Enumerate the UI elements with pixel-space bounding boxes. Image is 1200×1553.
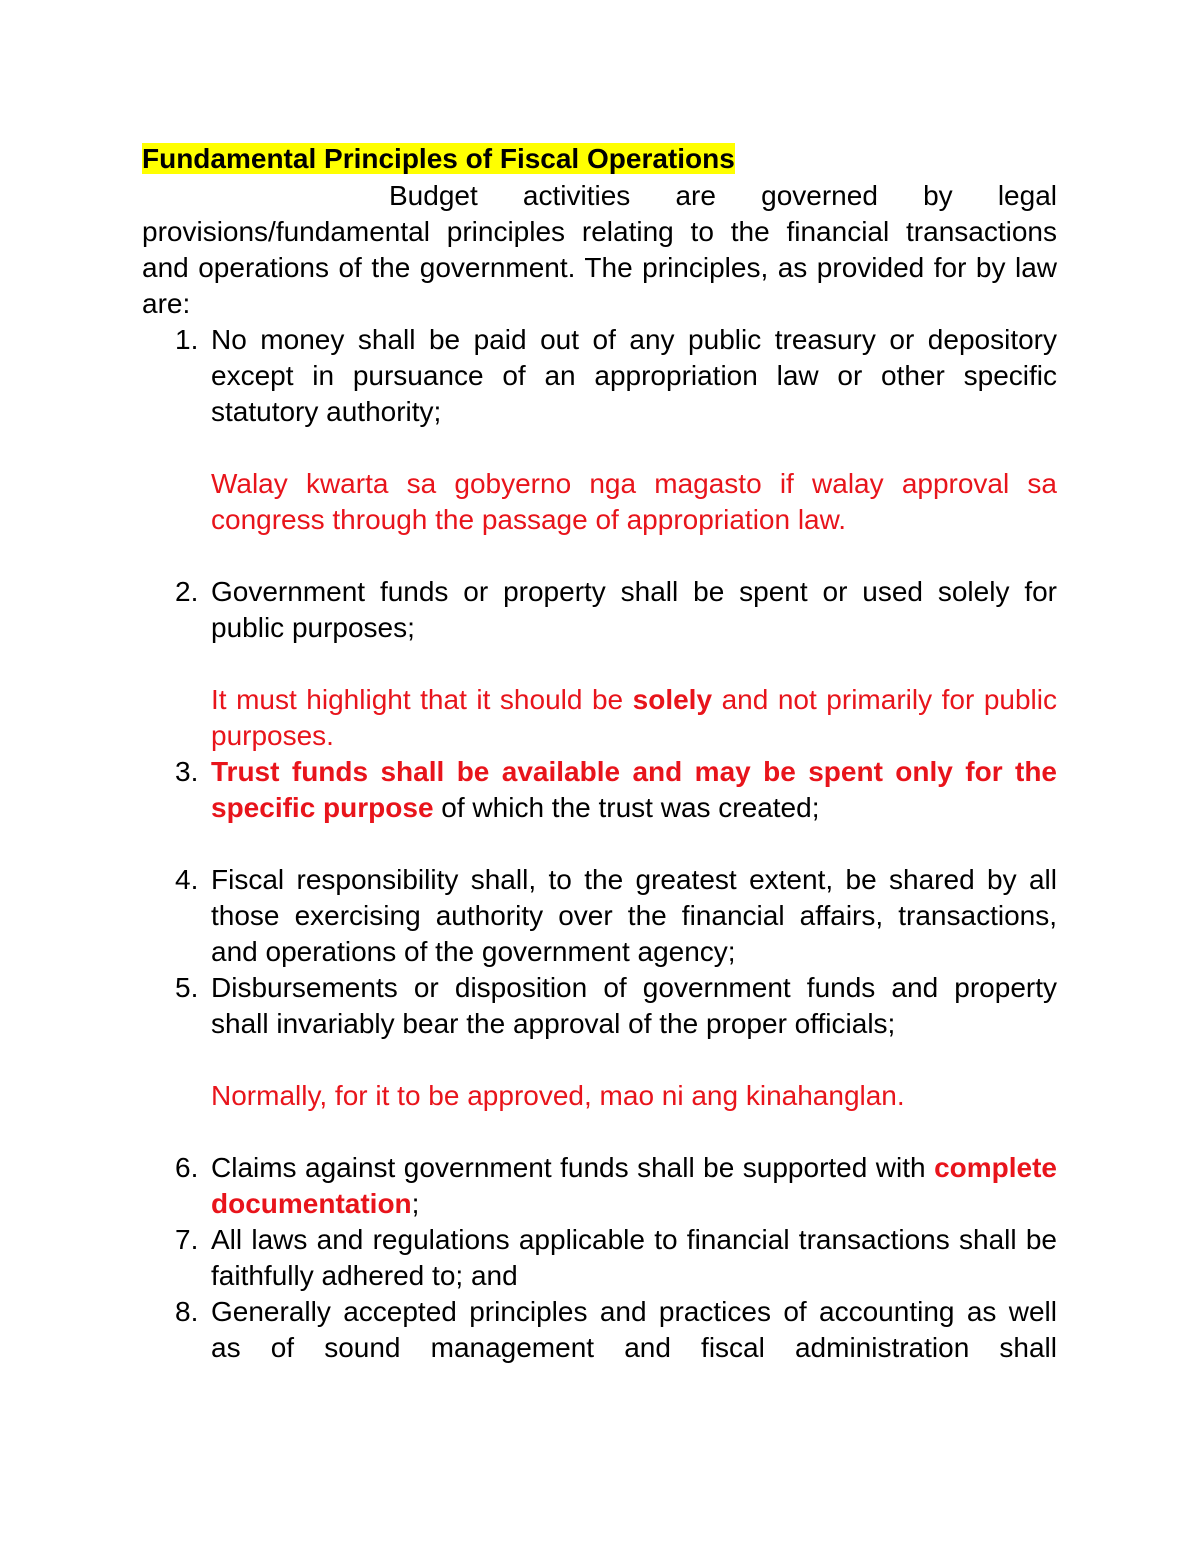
list-item bbox=[142, 1294, 1057, 1366]
list-item-text bbox=[211, 1150, 1057, 1222]
list-item-text: Fiscal responsibility shall, to the greatest extent, be shared by all those exercising authority over the financial affairs, transactions, and operations of the government agency; bbox=[211, 864, 1057, 967]
list-item bbox=[142, 322, 1057, 538]
title-highlight: Fundamental Principles of Fiscal Operations bbox=[142, 143, 735, 174]
annotation-text: and not primarily for public purposes. bbox=[211, 684, 1057, 751]
body-text: Claims against government funds shall be supported with bbox=[211, 1152, 935, 1183]
emphasis-text: complete documentation bbox=[211, 1152, 1057, 1219]
principles-list bbox=[142, 322, 1057, 1366]
list-item-text bbox=[211, 754, 1057, 826]
list-item-number: 7. bbox=[175, 1224, 199, 1255]
annotation-emphasis: solely bbox=[632, 684, 713, 715]
list-item-text: Disbursements or disposition of government funds and property shall invariably bear the approval of the proper officials; bbox=[211, 972, 1057, 1039]
document-body bbox=[142, 140, 1057, 1366]
list-item-text: All laws and regulations applicable to financial transactions shall be faithfully adhered to; and bbox=[211, 1224, 1057, 1291]
list-item bbox=[142, 1222, 1057, 1294]
list-item-number: 8. bbox=[175, 1296, 199, 1327]
body-text: of which the trust was created; bbox=[433, 792, 820, 823]
annotation-text: It must highlight that it should be bbox=[211, 684, 633, 715]
list-item bbox=[142, 754, 1057, 826]
list-item-number: 4. bbox=[175, 864, 199, 895]
list-item bbox=[142, 970, 1057, 1114]
emphasis-text: Trust funds shall be available and may be spent only for the specific purpose bbox=[211, 756, 1057, 823]
list-item bbox=[142, 1150, 1057, 1222]
list-item-number: 5. bbox=[175, 972, 199, 1003]
list-item-number: 3. bbox=[175, 756, 199, 787]
list-item-text: No money shall be paid out of any public treasury or depository except in pursuance of an appropriation law or other specific statutory authority; bbox=[211, 324, 1057, 427]
list-item-text: Generally accepted principles and practices of accounting as well as of sound management and fiscal administration shall bbox=[211, 1296, 1057, 1363]
annotation-note: Walay kwarta sa gobyerno nga magasto if walay approval sa congress through the passage of appropriation law. bbox=[211, 468, 1057, 535]
list-item bbox=[142, 574, 1057, 754]
list-item-number: 2. bbox=[175, 576, 199, 607]
body-text: ; bbox=[411, 1188, 420, 1219]
annotation-note bbox=[211, 682, 1057, 754]
list-item-number: 1. bbox=[175, 324, 199, 355]
list-item-number: 6. bbox=[175, 1152, 199, 1183]
annotation-note: Normally, for it to be approved, mao ni ang kinahanglan. bbox=[211, 1080, 905, 1111]
document-title bbox=[142, 140, 1057, 178]
list-item-text: Government funds or property shall be spent or used solely for public purposes; bbox=[211, 576, 1057, 643]
list-item bbox=[142, 862, 1057, 970]
intro-paragraph: Budget activities are governed by legal provisions/fundamental principles relating to the financial transactions and operations of the government. The principles, as provided for by law are: bbox=[142, 180, 1057, 319]
